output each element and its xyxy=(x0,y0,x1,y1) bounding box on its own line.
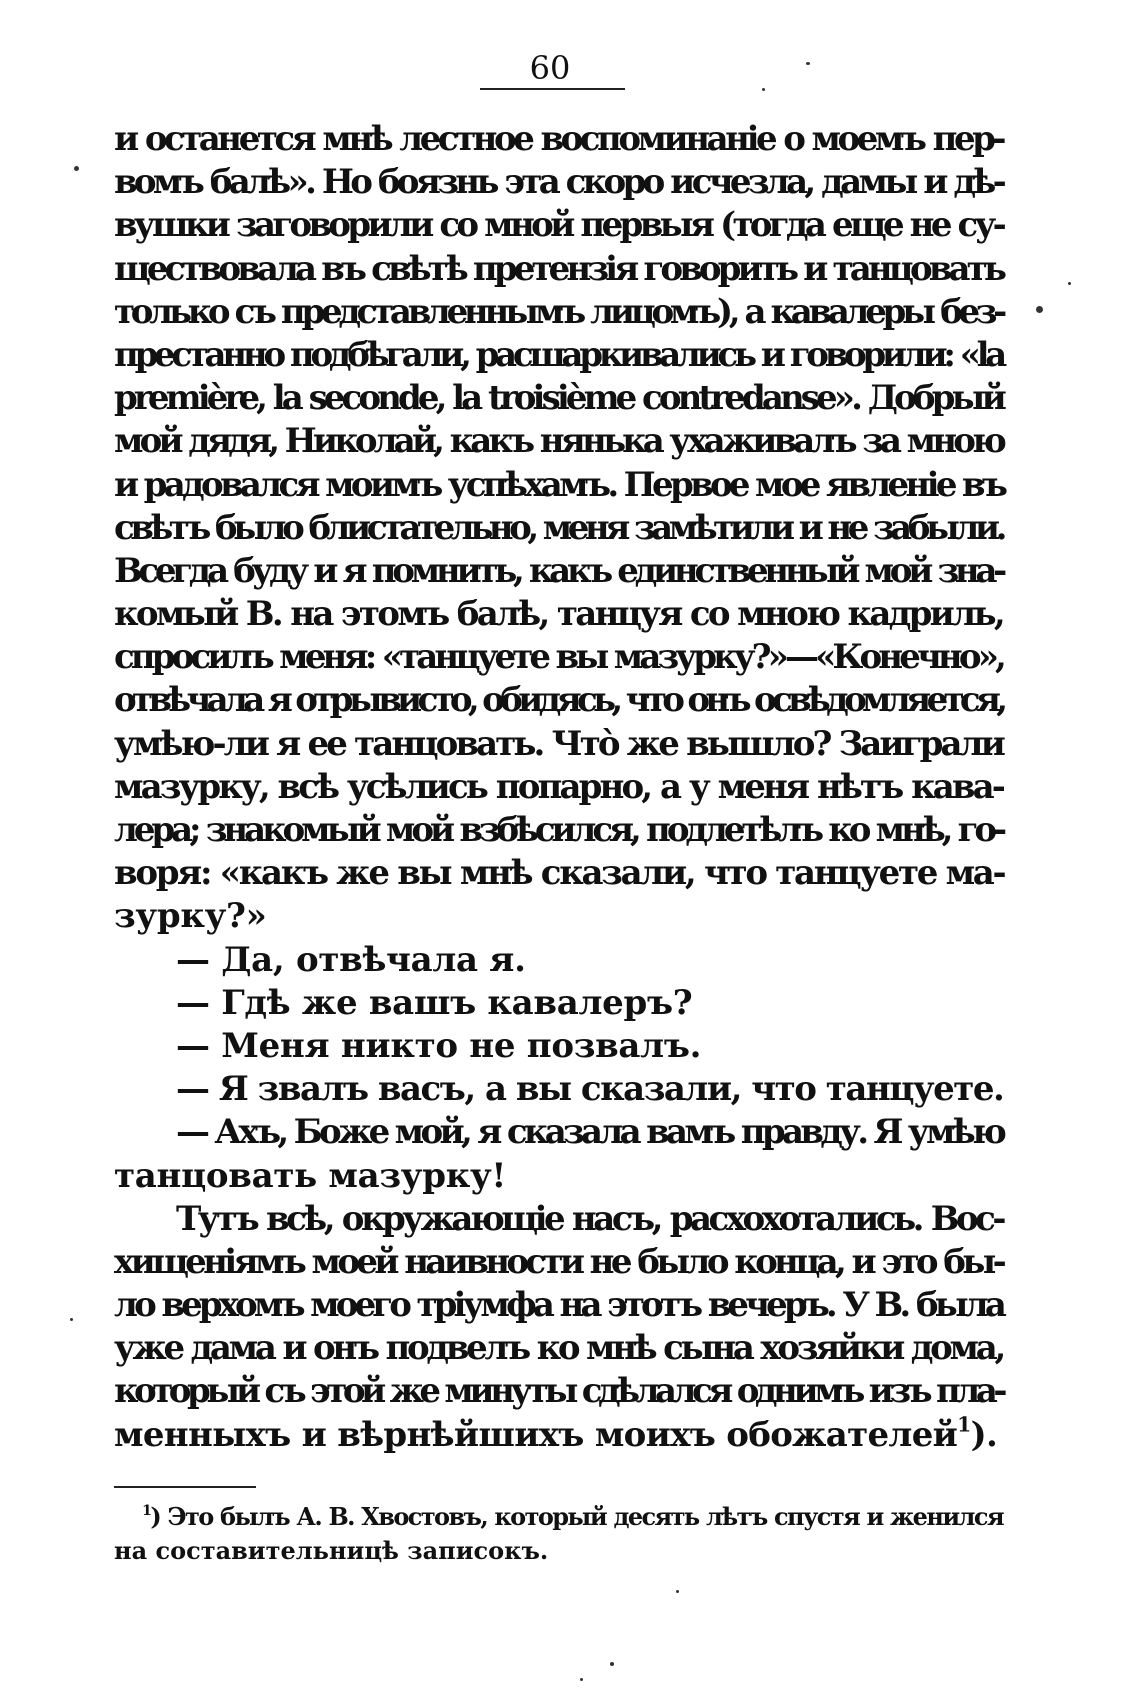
footnote-line: на составительницѣ записокъ. xyxy=(114,1536,549,1565)
text-line: вомъ балѣ». Но боязнь эта скоро исчезла, дамы и дѣ- xyxy=(114,162,1003,203)
text-segment: менныхъ и вѣрнѣйшихъ моихъ обожателей xyxy=(114,1414,958,1455)
print-speck xyxy=(676,1590,679,1593)
body-text xyxy=(114,118,1003,1457)
text-line: ществовала въ свѣтѣ претензія говорить и танцовать xyxy=(114,248,1003,289)
text-line: свѣтъ было блистательно, меня замѣтили и не забыли. xyxy=(114,507,1003,548)
text-line: уже дама и онъ подвелъ ко мнѣ сына хозяйки дома, xyxy=(114,1328,1003,1369)
text-line: вушки заговорили со мной первыя (тогда еще не су- xyxy=(114,205,1003,246)
print-speck xyxy=(70,1318,73,1321)
text-line: ло верхомъ моего тріумфа на этотъ вечеръ. У В. была xyxy=(114,1285,1003,1326)
text-segment: ). xyxy=(970,1414,998,1455)
dialogue-line: — Да, отвѣчала я. xyxy=(176,939,526,980)
text-line: Всегда буду и я помнить, какъ единственный мой зна- xyxy=(114,550,1003,591)
text-line: мазурку, всѣ усѣлись попарно, а у меня нѣтъ кава- xyxy=(114,766,1003,807)
text-line: отвѣчала я отрывисто, обидясь, что онъ освѣдомляется, xyxy=(114,680,1004,721)
text-line: который съ этой же минуты сдѣлался однимъ изъ пла- xyxy=(114,1371,1003,1412)
text-line: première, la seconde, la troisième contredanse». Добрый xyxy=(114,378,1003,419)
print-speck xyxy=(806,62,810,65)
footnote xyxy=(114,1500,1003,1568)
text-line: зурку?» xyxy=(114,896,267,937)
print-speck xyxy=(1068,282,1071,285)
text-line: воря: «какъ же вы мнѣ сказали, что танцуете ма- xyxy=(114,853,1005,894)
print-speck xyxy=(74,166,79,171)
page-number: 60 xyxy=(529,49,571,87)
text-line: танцовать мазурку! xyxy=(114,1155,507,1196)
text-line: и останется мнѣ лестное воспоминаніе о моемъ пер- xyxy=(114,119,1003,159)
text-line: комый В. на этомъ балѣ, танцуя со мною кадриль, xyxy=(114,594,1003,635)
footnote-text: ) Это былъ А. В. Хвостовъ, который десять лѣтъ спустя и женился xyxy=(150,1502,1003,1531)
text-line-with-footnote-ref xyxy=(114,1414,1003,1457)
text-line: лера; знакомый мой взбѣсился, подлетѣлъ ко мнѣ, го- xyxy=(114,810,1003,850)
text-line: престанно подбѣгали, расшаркивались и говорили: «la xyxy=(114,334,1003,375)
print-speck xyxy=(1036,306,1043,313)
paragraph-first-line: Тутъ всѣ, окружающіе насъ, расхохотались. Вос- xyxy=(176,1198,1003,1239)
print-speck xyxy=(610,1662,614,1666)
text-line: мой дядя, Николай, какъ нянька ухаживалъ за мною xyxy=(114,421,1003,462)
dialogue-line: — Гдѣ же вашъ кавалеръ? xyxy=(176,982,693,1023)
footnote-marker: 1 xyxy=(142,1501,151,1519)
page-number-rule xyxy=(480,88,625,90)
text-line: хищеніямъ моей наивности не было конца, и это бы- xyxy=(114,1241,1003,1282)
text-line: только съ представленнымъ лицомъ), а кавалеры без- xyxy=(114,291,1003,332)
dialogue-line: — Меня никто не позвалъ. xyxy=(176,1025,702,1066)
text-line: умѣю-ли я ее танцовать. Чтò же вышло? Заиграли xyxy=(114,723,1003,764)
text-line: и радовался моимъ успѣхамъ. Первое мое явленіе въ xyxy=(114,464,1005,505)
footnote-line xyxy=(114,1500,1003,1534)
print-speck xyxy=(580,1678,583,1681)
print-speck xyxy=(762,88,765,91)
text-line: спросилъ меня: «танцуете вы мазурку?»—«Конечно», xyxy=(114,637,1003,678)
footnote-rule xyxy=(114,1486,256,1488)
footnote-reference[interactable]: 1 xyxy=(957,1412,971,1437)
dialogue-line: — Я звалъ васъ, а вы сказали, что танцуете. xyxy=(176,1069,1004,1110)
dialogue-line: — Ахъ, Боже мой, я сказала вамъ правду. Я умѣю xyxy=(176,1112,1004,1153)
